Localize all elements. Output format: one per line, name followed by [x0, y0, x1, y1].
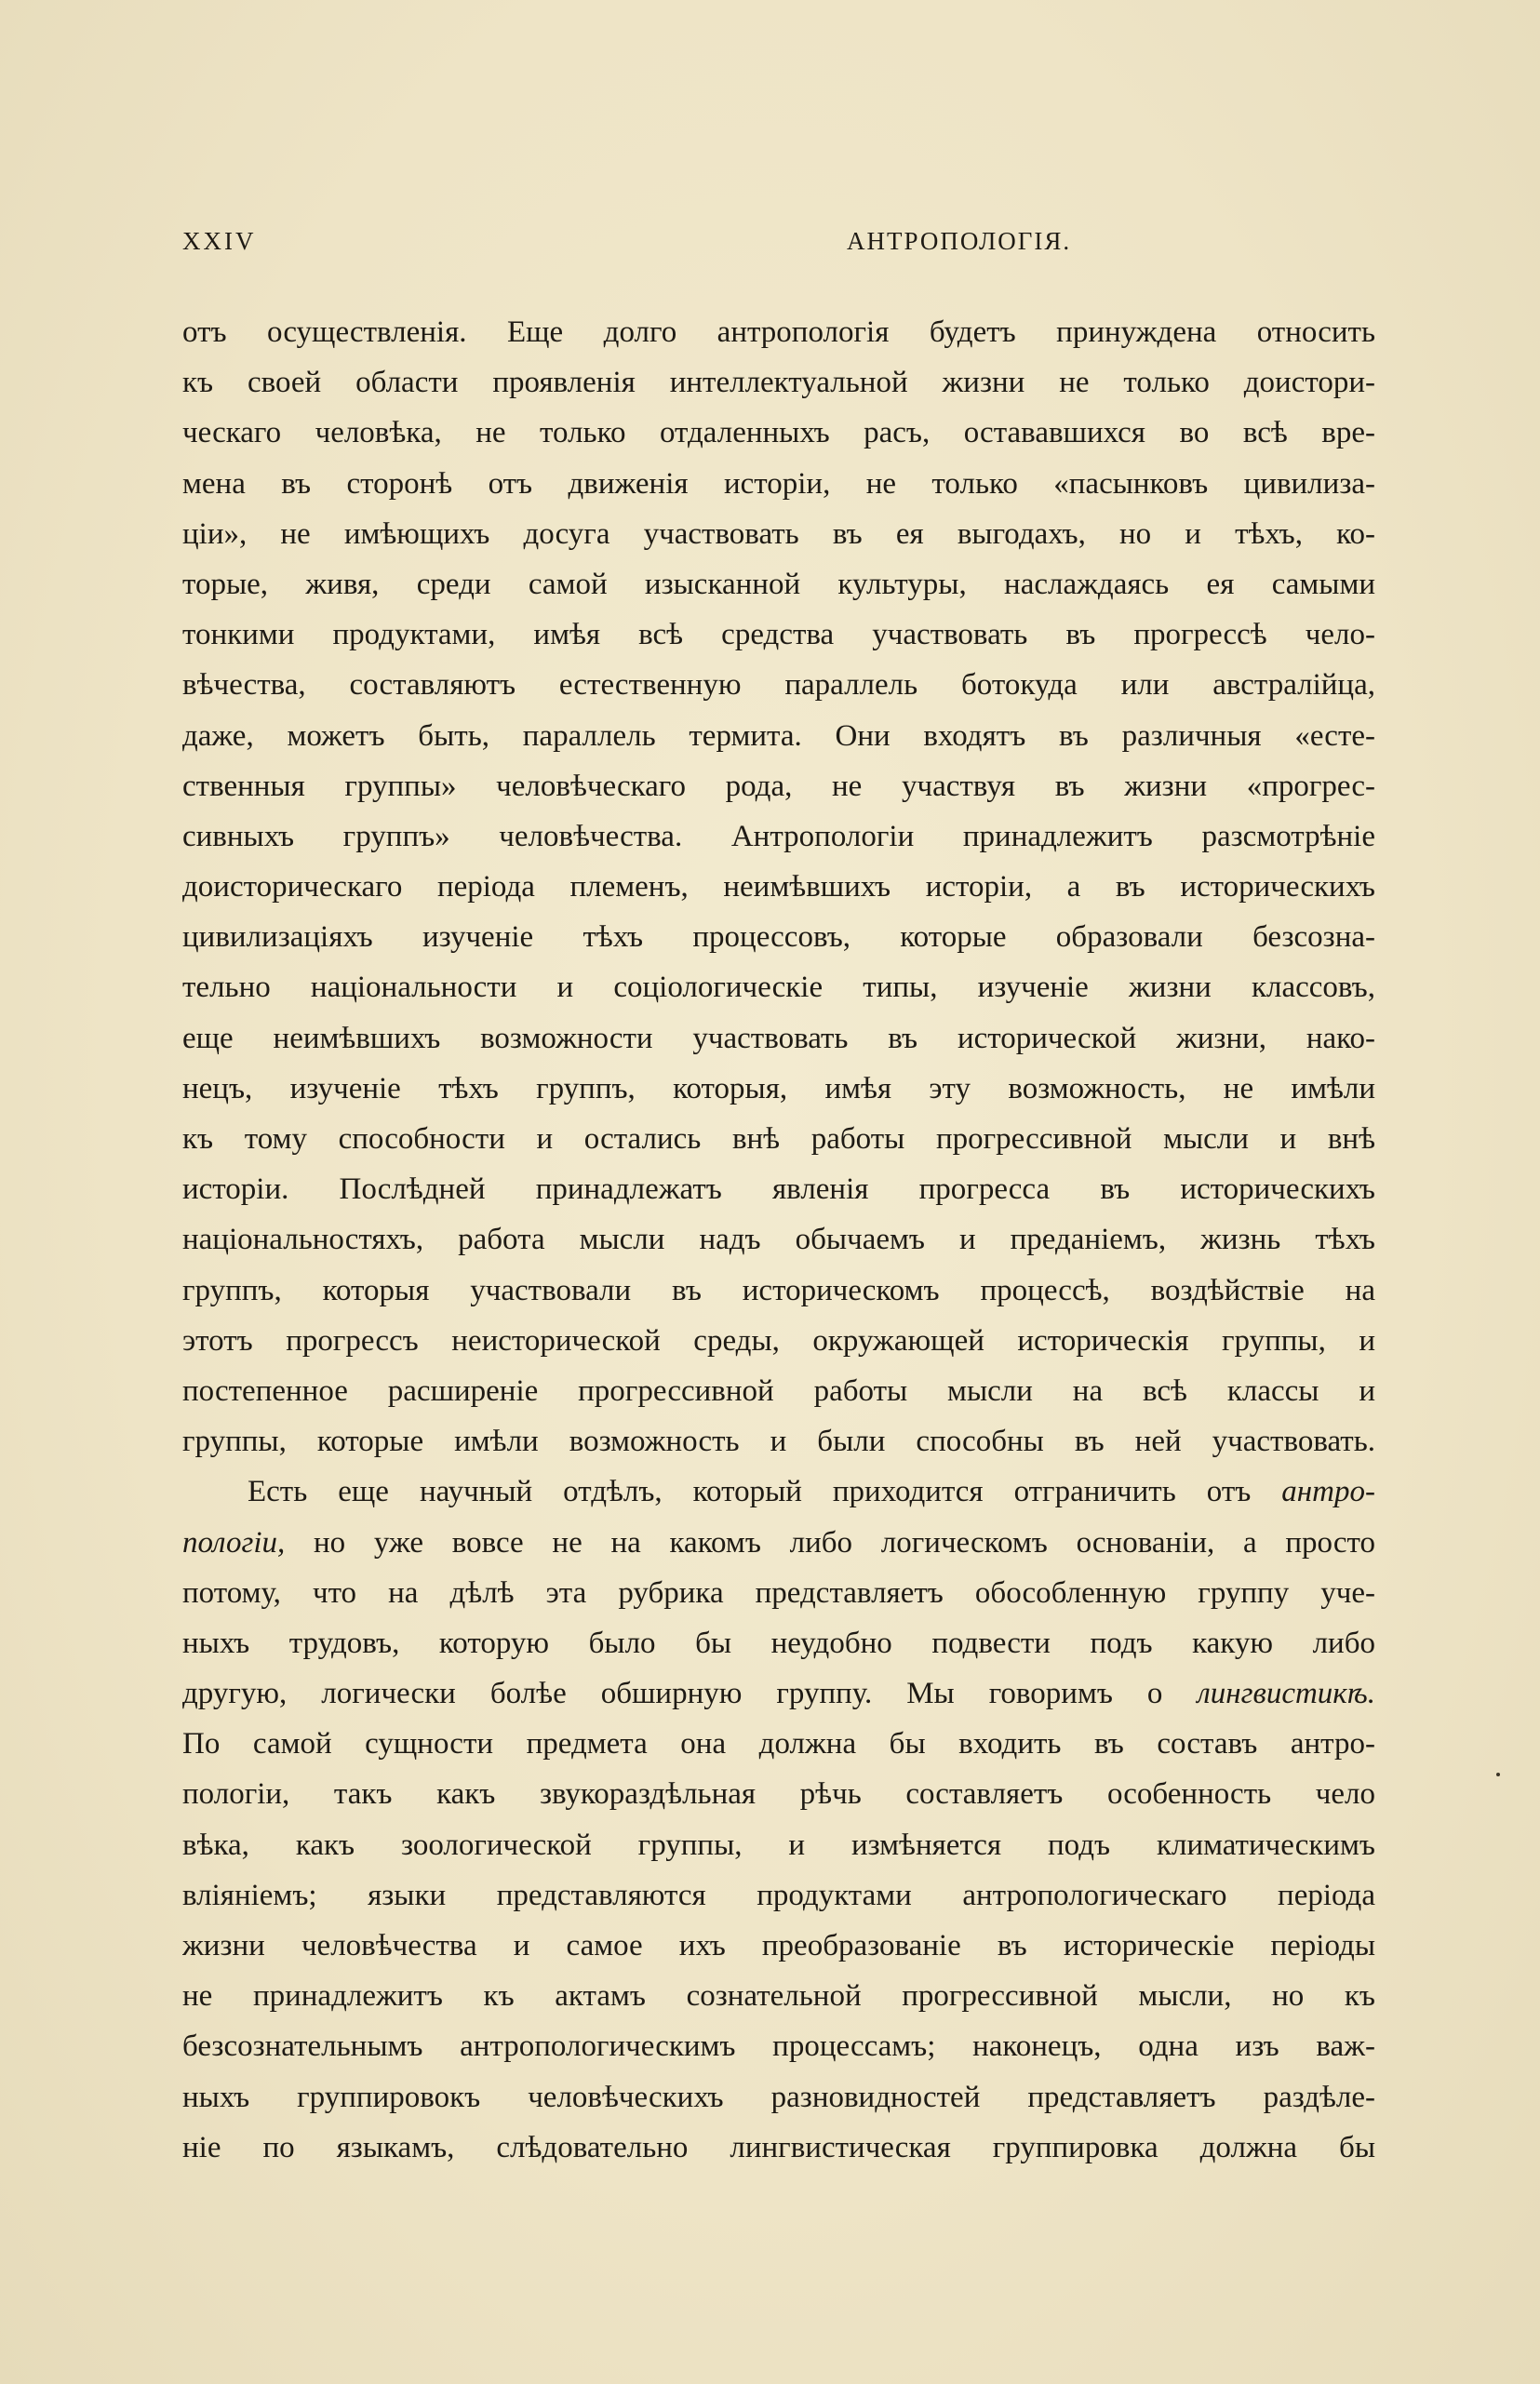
text-line: ныхъ группировокъ человѣческихъ разновидностей представляетъ раздѣле- [182, 2080, 1375, 2114]
text-run: другую, логически болѣе обширную группу. Мы говоримъ о [182, 1677, 1198, 1711]
text-line: не принадлежитъ къ актамъ сознательной прогрессивной мысли, но къ [182, 1979, 1375, 2014]
text-line: ціи», не имѣющихъ досуга участвовать въ ея выгодахъ, но и тѣхъ, ко- [182, 516, 1375, 551]
text-line: этотъ прогрессъ неисторической среды, окружающей историческія группы, и [182, 1323, 1375, 1358]
text-line: потому, что на дѣлѣ эта рубрика представляетъ обособленную группу уче- [182, 1575, 1375, 1610]
text-run: но уже вовсе не на какомъ либо логическомъ основаніи, а просто [285, 1525, 1375, 1560]
italic-term: пологіи, [182, 1525, 286, 1560]
text-line: жизни человѣчества и самое ихъ преобразованіе въ историческіе періоды [182, 1929, 1375, 1962]
page-header [182, 227, 1392, 264]
text-line: ныхъ трудовъ, которую было бы неудобно подвести подъ какую либо [182, 1626, 1375, 1660]
text-line: цивилизаціяхъ изученіе тѣхъ процессовъ, которые образовали безсозна- [182, 920, 1375, 955]
paragraph-1 [182, 307, 1375, 1467]
text-line: къ своей области проявленія интеллектуальной жизни не только доистори- [182, 366, 1375, 400]
text-line: тельно національности и соціологическіе типы, изученіе жизни классовъ, [182, 971, 1375, 1005]
text-line: ніе по языкамъ, слѣдовательно лингвистическая группировка должна бы [182, 2130, 1375, 2164]
text-line: торые, живя, среди самой изысканной культуры, наслаждаясь ея самыми [182, 567, 1375, 601]
text-line: національностяхъ, работа мысли надъ обычаемъ и преданіемъ, жизнь тѣхъ [182, 1223, 1375, 1257]
text-line: къ тому способности и остались внѣ работы прогрессивной мысли и внѣ [182, 1122, 1375, 1156]
text-line: постепенное расширеніе прогрессивной работы мысли на всѣ классы и [182, 1373, 1375, 1408]
italic-term: антро- [1281, 1475, 1375, 1509]
running-title: АНТРОПОЛОГІЯ. [847, 227, 1072, 255]
text-line: вліяніемъ; языки представляются продуктами антропологическаго періода [182, 1878, 1375, 1912]
text-line: доисторическаго періода племенъ, неимѣвшихъ исторіи, а въ историческихъ [182, 870, 1375, 904]
body-text [182, 307, 1375, 2173]
text-line: ческаго человѣка, не только отдаленныхъ расъ, остававшихся во всѣ вре- [182, 416, 1375, 450]
paragraph-2 [182, 1467, 1375, 2173]
text-line [182, 1518, 1375, 1568]
italic-term: лингвистикѣ. [1197, 1677, 1375, 1711]
text-run: Есть еще научный отдѣлъ, который приходится отграничить отъ [248, 1475, 1282, 1509]
text-line: отъ осуществленія. Еще долго антропологія будетъ принуждена относить [182, 315, 1375, 349]
margin-speck [1496, 1773, 1500, 1776]
text-line: вѣчества, составляютъ естественную параллель ботокуда или австралійца, [182, 668, 1375, 703]
text-line: вѣка, какъ зоологической группы, и измѣняется подъ климатическимъ [182, 1828, 1375, 1862]
text-line: группъ, которыя участвовали въ историческомъ процессѣ, воздѣйствіе на [182, 1273, 1375, 1307]
text-line [182, 1467, 1375, 1517]
text-line [182, 1668, 1375, 1719]
text-line: ственныя группы» человѣческаго рода, не участвуя въ жизни «прогрес- [182, 769, 1375, 803]
text-line: пологіи, такъ какъ звукораздѣльная рѣчь составляетъ особенность чело [182, 1777, 1375, 1812]
page-number: XXIV [182, 227, 257, 255]
text-line: тонкими продуктами, имѣя всѣ средства участвовать въ прогрессѣ чело- [182, 618, 1375, 652]
text-line: безсознательнымъ антропологическимъ процессамъ; наконецъ, одна изъ важ- [182, 2029, 1375, 2064]
text-line: группы, которые имѣли возможность и были способны въ ней участвовать. [182, 1425, 1375, 1459]
text-line: По самой сущности предмета она должна бы входить въ составъ антро- [182, 1727, 1375, 1761]
text-line: сивныхъ группъ» человѣчества. Антропологіи принадлежитъ разсмотрѣніе [182, 819, 1375, 853]
text-line: даже, можетъ быть, параллель термита. Они входятъ въ различныя «есте- [182, 718, 1375, 753]
text-line: мена въ сторонѣ отъ движенія исторіи, не только «пасынковъ цивилиза- [182, 466, 1375, 501]
text-line: еще неимѣвшихъ возможности участвовать въ исторической жизни, нако- [182, 1021, 1375, 1055]
text-line: исторіи. Послѣдней принадлежатъ явленія прогресса въ историческихъ [182, 1172, 1375, 1207]
text-line: нецъ, изученіе тѣхъ группъ, которыя, имѣя эту возможность, не имѣли [182, 1071, 1375, 1105]
